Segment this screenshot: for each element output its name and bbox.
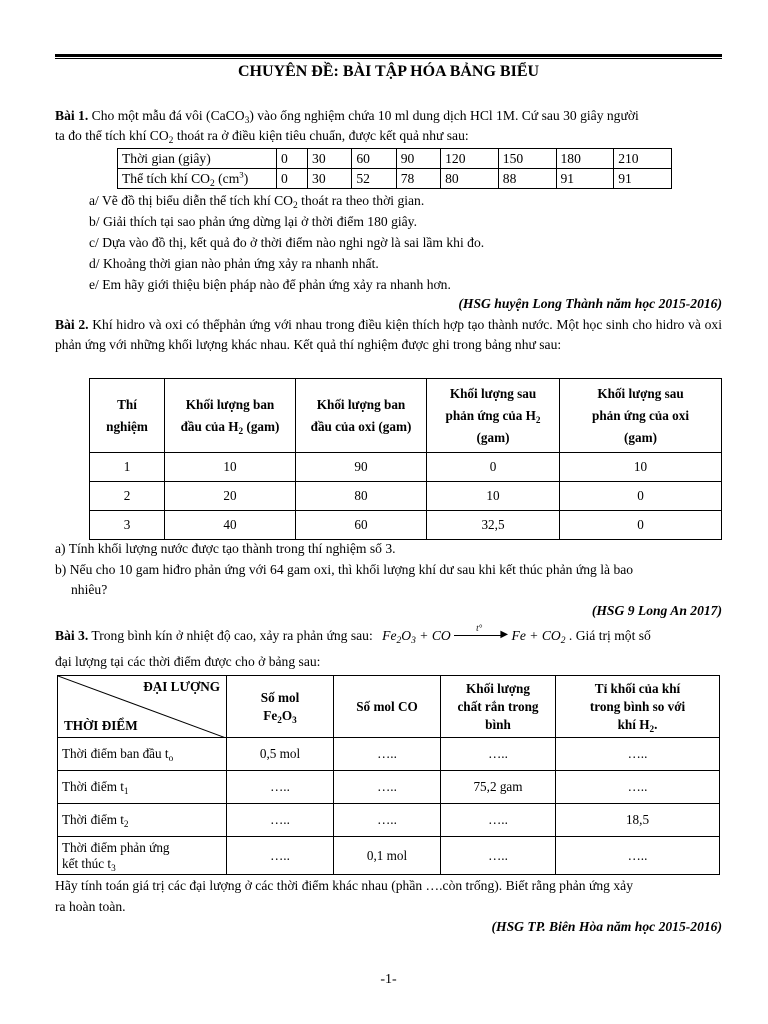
table-cell: 80 [441, 169, 499, 189]
col-header: Thí nghiệm [90, 379, 165, 453]
table-cell: 90 [296, 453, 427, 482]
corner-top-label: ĐẠI LƯỢNG [143, 679, 220, 694]
table-cell: 60 [352, 149, 396, 169]
bai1-question-d: d/ Khoảng thời gian nào phản ứng xảy ra nhanh nhất. [89, 256, 379, 271]
table-cell: 150 [498, 149, 556, 169]
table-cell: 40 [165, 511, 296, 540]
table-cell: 80 [296, 482, 427, 511]
corner-bottom-label: THỜI ĐIỂM [64, 718, 138, 733]
table-cell: 30 [308, 149, 352, 169]
row-label: Thời gian (giây) [118, 149, 277, 169]
table-cell: 91 [614, 169, 672, 189]
bai3-table [57, 675, 720, 875]
table-cell: ….. [227, 804, 334, 837]
bai1-question-b: b/ Giải thích tại sao phản ứng dừng lại ở thời điểm 180 giây. [89, 214, 417, 229]
bai2-question-a: a) Tính khối lượng nước được tạo thành trong thí nghiệm số 3. [55, 541, 396, 556]
header-rule [55, 54, 722, 57]
table-row [58, 771, 720, 804]
corner-header [58, 676, 227, 738]
table-cell: ….. [556, 738, 720, 771]
col-header: Số mol CO [334, 676, 441, 738]
bai3-intro-line2: đại lượng tại các thời điểm được cho ở bảng sau: [55, 654, 321, 669]
col-header: Khối lượng ban đầu của $H_2$ (gam) [165, 379, 296, 453]
table-header-row [90, 379, 722, 453]
table-cell: ….. [556, 771, 720, 804]
table-cell: ….. [227, 771, 334, 804]
table-cell: 1 [90, 453, 165, 482]
bai3-question: Hãy tính toán giá trị các đại lượng ở các thời điểm khác nhau (phần ….còn trống). Biết rằng phản ứng xảy [55, 878, 633, 893]
bai2-question-b: b) Nếu cho 10 gam hiđro phản ứng với 64 gam oxi, thì khối lượng khí dư sau khi kết thúc phản ứng là bao [55, 562, 634, 577]
row-label: Thời điểm phản ứng kết thúc $t_3$ [58, 837, 227, 875]
table-cell: 78 [396, 169, 440, 189]
table-cell: 0 [277, 169, 308, 189]
col-header: Tỉ khối của khí trong bình so với khí $H_2$. [556, 676, 720, 738]
page-title: CHUYÊN ĐỀ: BÀI TẬP HÓA BẢNG BIỂU [237, 63, 540, 80]
table-cell: 0 [427, 453, 560, 482]
table-row [90, 482, 722, 511]
table-cell: 18,5 [556, 804, 720, 837]
bai1-table [117, 148, 672, 189]
table-row [58, 804, 720, 837]
table-cell: 32,5 [427, 511, 560, 540]
table-cell: 75,2 gam [441, 771, 556, 804]
table-cell: ….. [441, 738, 556, 771]
reaction-arrow-icon: ▶ t° [454, 630, 508, 640]
col-header: Khối lượng ban đầu của oxi (gam) [296, 379, 427, 453]
table-cell: 60 [296, 511, 427, 540]
table-cell: 180 [556, 149, 614, 169]
col-header: Khối lượng sau phản ứng của oxi (gam) [560, 379, 722, 453]
table-cell: 91 [556, 169, 614, 189]
table-cell: 0 [560, 511, 722, 540]
table-row [90, 453, 722, 482]
table-cell: ….. [334, 771, 441, 804]
table-cell: 2 [90, 482, 165, 511]
bai3-source: (HSG TP. Biên Hòa năm học 2015-2016) [491, 919, 722, 934]
table-cell: ….. [227, 837, 334, 875]
table-cell: 10 [427, 482, 560, 511]
bai3-intro: Bài 3. Trong bình kín ở nhiệt độ cao, xảy ra phản ứng sau: $Fe_2O_3$ + CO ▶ t° $Fe + CO_2$ . Giá trị một số [55, 623, 651, 646]
table-row [58, 837, 720, 875]
bai1-intro: Bài 1. Cho một mẫu đá vôi (CaCO$_3$) vào ống nghiệm chứa 10 ml dung dịch HCl 1M. Cứ sau 30 giây người [55, 108, 639, 126]
table-cell: 20 [165, 482, 296, 511]
row-label: Thời điểm $t_2$ [58, 804, 227, 837]
bai2-question-b-cont: nhiêu? [71, 582, 108, 597]
table-cell: 0,1 mol [334, 837, 441, 875]
table-cell: 0 [560, 482, 722, 511]
row-label: Thời điểm $t_1$ [58, 771, 227, 804]
col-header: Khối lượng chất rắn trong bình [441, 676, 556, 738]
row-label: Thời điểm ban đầu $t_o$ [58, 738, 227, 771]
table-cell: 30 [308, 169, 352, 189]
table-row [90, 511, 722, 540]
bai2-table [89, 378, 722, 540]
row-label: Thể tích khí $CO_2$ $(cm^3)$ [118, 169, 277, 189]
header-rule-thin [55, 58, 722, 59]
table-cell: 90 [396, 149, 440, 169]
bai1-question-a: a/ Vẽ đồ thị biểu diễn thể tích khí $CO_2$ thoát ra theo thời gian. [89, 193, 425, 211]
table-cell: 210 [614, 149, 672, 169]
table-cell: ….. [556, 837, 720, 875]
col-header: Số mol $Fe_2O_3$ [227, 676, 334, 738]
table-cell: 52 [352, 169, 396, 189]
table-cell: 0 [277, 149, 308, 169]
bai1-question-e: e/ Em hãy giới thiệu biện pháp nào để phản ứng xảy ra nhanh hơn. [89, 277, 451, 292]
table-row [58, 738, 720, 771]
table-cell: ….. [334, 738, 441, 771]
bai3-question-cont: ra hoàn toàn. [55, 899, 126, 914]
table-cell: ….. [441, 804, 556, 837]
table-row [118, 169, 672, 189]
bai1-intro-line2: ta đo thể tích khí $CO_2$ thoát ra ở điều kiện tiêu chuẩn, được kết quả như sau: [55, 128, 469, 146]
table-cell: 0,5 mol [227, 738, 334, 771]
page-number: -1- [380, 972, 397, 987]
table-header-row [58, 676, 720, 738]
table-cell: 3 [90, 511, 165, 540]
table-cell: 10 [165, 453, 296, 482]
bai1-source: (HSG huyện Long Thành năm học 2015-2016) [458, 296, 722, 311]
table-cell: ….. [334, 804, 441, 837]
bai2-source: (HSG 9 Long An 2017) [591, 603, 722, 618]
reaction-equation: $Fe_2O_3$ + CO ▶ t° $Fe + CO_2$ [382, 623, 566, 646]
table-row [118, 149, 672, 169]
table-cell: 10 [560, 453, 722, 482]
table-cell: 88 [498, 169, 556, 189]
table-cell: 120 [441, 149, 499, 169]
bai2-intro: Bài 2. Khí hidro và oxi có thểphản ứng với nhau trong điều kiện thích hợp tạo thành nước. Một học sinh cho hidro và oxi phản ứng với những khối lượng khác nhau. Kết quả thí nghiệm được ghi trong bảng như sau: [55, 317, 722, 352]
bai1-question-c: c/ Dựa vào đồ thị, kết quả đo ở thời điểm nào nghi ngờ là sai lầm khi đo. [89, 235, 485, 250]
table-cell: ….. [441, 837, 556, 875]
col-header: Khối lượng sau phản ứng của $H_2$ (gam) [427, 379, 560, 453]
